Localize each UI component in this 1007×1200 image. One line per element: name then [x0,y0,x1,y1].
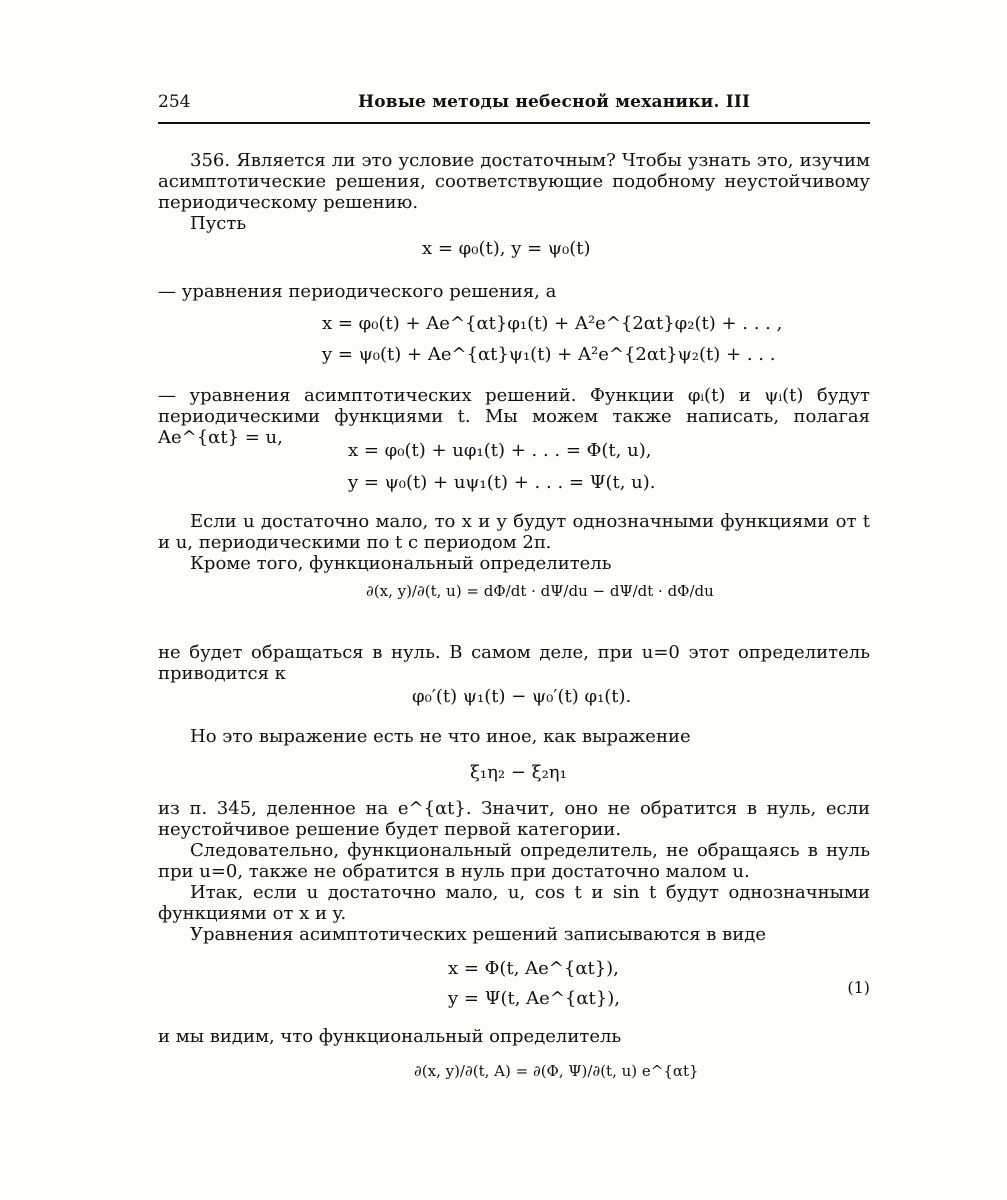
equation-number: (1) [847,978,870,997]
equation-asymptotic-y: y = ψ₀(t) + Ae^{αt}ψ₁(t) + A²e^{2αt}ψ₂(t) + . . . [322,344,776,365]
paragraph-periodic-equations: — уравнения периодического решения, а [158,281,557,302]
paragraph-let: Пусть [190,213,247,234]
equation-psi-u: y = ψ₀(t) + uψ₁(t) + . . . = Ψ(t, u). [348,472,656,493]
paragraph-moreover: Кроме того, функциональный определитель [190,553,612,574]
equation-periodic-solution: x = φ₀(t), y = ψ₀(t) [422,238,591,259]
equation-1-x: x = Φ(t, Ae^{αt}), [448,958,619,979]
paragraph-345: из п. 345, деленное на e^{αt}. Значит, оно не обратится в нуль, если неустойчивое решение будет первой категории. [158,798,870,840]
equation-at-u-zero: φ₀′(t) ψ₁(t) − ψ₀′(t) φ₁(t). [412,686,632,707]
paragraph-nonzero: не будет обращаться в нуль. В самом деле, при u=0 этот определитель приводится к [158,642,870,684]
paragraph-expression: Но это выражение есть не что иное, как выражение [190,726,691,747]
running-title: Новые методы небесной механики. III [358,92,751,112]
equation-xi-eta: ξ₁η₂ − ξ₂η₁ [470,762,567,783]
paragraph-356: 356. Является ли это условие достаточным? Чтобы узнать это, изучим асимптотические решения, соответствующие подобному неустойчивому периодическому решению. [158,150,870,213]
equation-asymptotic-x: x = φ₀(t) + Ae^{αt}φ₁(t) + A²e^{2αt}φ₂(t) + . . . , [322,313,783,334]
paragraph-consequently: Следовательно, функциональный определитель, не обращаясь в нуль при u=0, также не обратится в нуль при достаточно малом u. [158,840,870,882]
equation-jacobian-A: ∂(x, y)/∂(t, A) = ∂(Φ, Ψ)/∂(t, u) e^{αt} [414,1062,699,1080]
equation-phi-u: x = φ₀(t) + uφ₁(t) + . . . = Φ(t, u), [348,440,652,461]
paragraph-we-see: и мы видим, что функциональный определитель [158,1026,622,1047]
running-header [158,92,870,124]
page-number: 254 [158,92,191,112]
paragraph-if-u-small: Если u достаточно мало, то x и y будут однозначными функциями от t и u, периодическими по t с периодом 2π. [158,511,870,553]
equation-1-y: y = Ψ(t, Ae^{αt}), [448,988,620,1009]
paragraph-asymptotic-equations: — уравнения асимптотических решений. Функции φᵢ(t) и ψᵢ(t) будут периодическими функциями t. Мы можем также написать, полагая Ae^{αt} = u, [158,385,870,448]
paragraph-thus: Итак, если u достаточно мало, u, cos t и sin t будут однозначными функциями от x и y. [158,882,870,924]
equation-jacobian: ∂(x, y)/∂(t, u) = dΦ/dt · dΨ/du − dΨ/dt · dΦ/du [366,582,714,600]
paragraph-asymptotic-written: Уравнения асимптотических решений записываются в виде [190,924,767,945]
